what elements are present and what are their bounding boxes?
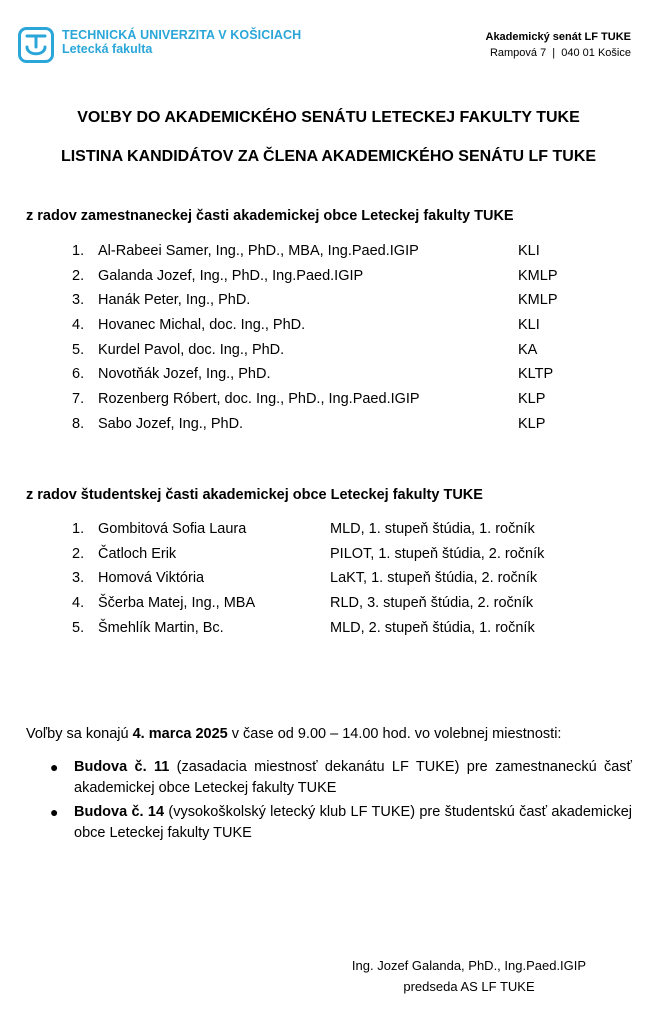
candidate-row: [72, 521, 544, 546]
candidate-department: KMLP: [518, 267, 558, 284]
candidate-department: KLTP: [518, 366, 554, 383]
candidate-name: Ščerba Matej, Ing., MBA: [98, 595, 256, 612]
employee-candidate-list: [72, 243, 558, 441]
employees-section-heading: z radov zamestnaneckej časti akademickej obce Leteckej fakulty TUKE: [26, 208, 514, 224]
election-date: 4. marca 2025: [132, 726, 228, 742]
candidate-number: 2.: [72, 267, 85, 284]
polling-location-item: [50, 757, 637, 798]
candidate-name: Sabo Jozef, Ing., PhD.: [98, 415, 244, 432]
tuke-logo: [18, 27, 54, 68]
candidate-name: Al-Rabeei Samer, Ing., PhD., MBA, Ing.Paed.IGIP: [98, 243, 419, 259]
candidate-name: Hovanec Michal, doc. Ing., PhD.: [98, 317, 306, 334]
candidate-number: 7.: [72, 391, 85, 408]
candidate-row: [72, 292, 558, 317]
candidate-row: [72, 342, 558, 367]
candidate-number: 4.: [72, 317, 85, 334]
bullet-icon: ●: [50, 804, 59, 820]
signatory-name: Ing. Jozef Galanda, PhD., Ing.Paed.IGIP: [351, 958, 587, 973]
polling-locations-list: [50, 757, 637, 847]
candidate-study: MLD, 1. stupeň štúdia, 1. ročník: [330, 521, 535, 537]
student-candidate-list: [72, 521, 544, 644]
candidate-number: 3.: [72, 292, 85, 309]
header-address-block: [486, 29, 632, 61]
signature-block: [339, 955, 599, 997]
election-info-prefix: Voľby sa konajú: [26, 726, 133, 742]
candidate-number: 2.: [72, 545, 85, 562]
candidate-number: 5.: [72, 341, 85, 358]
candidate-row: [72, 595, 544, 620]
candidate-name: Čatloch Erik: [98, 545, 177, 562]
address: Rampová 7 | 040 01 Košice: [489, 47, 631, 59]
candidate-study: MLD, 2. stupeň štúdia, 1. ročník: [330, 619, 535, 636]
candidate-number: 1.: [72, 243, 85, 259]
election-info-suffix: v čase od 9.00 – 14.00 hod. vo volebnej miestnosti:: [227, 726, 562, 742]
logo-text: [62, 28, 301, 57]
candidate-row: [72, 268, 558, 293]
university-name: TECHNICKÁ UNIVERZITA V KOŠICIACH: [62, 28, 302, 42]
candidate-name: Galanda Jozef, Ing., PhD., Ing.Paed.IGIP: [98, 267, 364, 284]
candidate-department: KLP: [518, 415, 546, 432]
candidate-study: LaKT, 1. stupeň štúdia, 2. ročník: [330, 570, 538, 587]
building-name: Budova č. 11: [74, 759, 170, 775]
candidate-row: [72, 416, 558, 441]
candidate-row: [72, 243, 558, 268]
candidate-row: [72, 620, 544, 645]
bullet-icon: ●: [50, 759, 59, 775]
candidate-row: [72, 391, 558, 416]
candidate-row: [72, 570, 544, 595]
candidate-department: KA: [518, 341, 538, 358]
candidate-study: PILOT, 1. stupeň štúdia, 2. ročník: [330, 545, 545, 562]
candidate-name: Homová Viktória: [98, 570, 205, 587]
candidate-department: KLI: [518, 317, 540, 334]
candidate-row: [72, 366, 558, 391]
tuke-logo-icon: [18, 27, 54, 63]
candidate-row: [72, 317, 558, 342]
candidate-name: Novotňák Jozef, Ing., PhD.: [98, 366, 271, 383]
candidate-department: KLP: [518, 391, 546, 408]
candidate-name: Rozenberg Róbert, doc. Ing., PhD., Ing.Paed.IGIP: [98, 391, 420, 408]
candidate-department: KMLP: [518, 292, 558, 309]
candidate-number: 5.: [72, 619, 85, 636]
election-info: [26, 726, 561, 742]
location-description: (vysokoškolský letecký klub LF TUKE) pre študentskú časť akademickej obce Leteckej fakulty TUKE: [74, 804, 637, 841]
document-subtitle: LISTINA KANDIDÁTOV ZA ČLENA AKADEMICKÉHO SENÁTU LF TUKE: [60, 148, 597, 165]
candidate-number: 1.: [72, 521, 85, 537]
candidate-number: 6.: [72, 366, 85, 383]
candidate-name: Gombitová Sofia Laura: [98, 521, 247, 537]
candidate-department: KLI: [518, 243, 540, 259]
senate-name: Akademický senát LF TUKE: [485, 31, 631, 43]
candidate-name: Hanák Peter, Ing., PhD.: [98, 292, 251, 309]
candidate-row: [72, 546, 544, 571]
document-title: VOĽBY DO AKADEMICKÉHO SENÁTU LETECKEJ FAKULTY TUKE: [77, 109, 580, 126]
candidate-number: 3.: [72, 570, 85, 587]
students-section-heading: z radov študentskej časti akademickej obce Leteckej fakulty TUKE: [26, 487, 483, 503]
candidate-study: RLD, 3. stupeň štúdia, 2. ročník: [330, 595, 534, 612]
location-description: (zasadacia miestnosť dekanátu LF TUKE) pre zamestnaneckú časť akademickej obce Leteckej fakulty TUKE: [74, 759, 637, 796]
candidate-number: 4.: [72, 595, 85, 612]
building-name: Budova č. 14: [74, 804, 165, 820]
candidate-name: Šmehlík Martin, Bc.: [98, 619, 224, 636]
candidate-number: 8.: [72, 415, 85, 432]
candidate-name: Kurdel Pavol, doc. Ing., PhD.: [98, 341, 285, 358]
polling-location-item: [50, 802, 637, 843]
faculty-name: Letecká fakulta: [62, 42, 153, 56]
signatory-role: predseda AS LF TUKE: [403, 979, 535, 994]
